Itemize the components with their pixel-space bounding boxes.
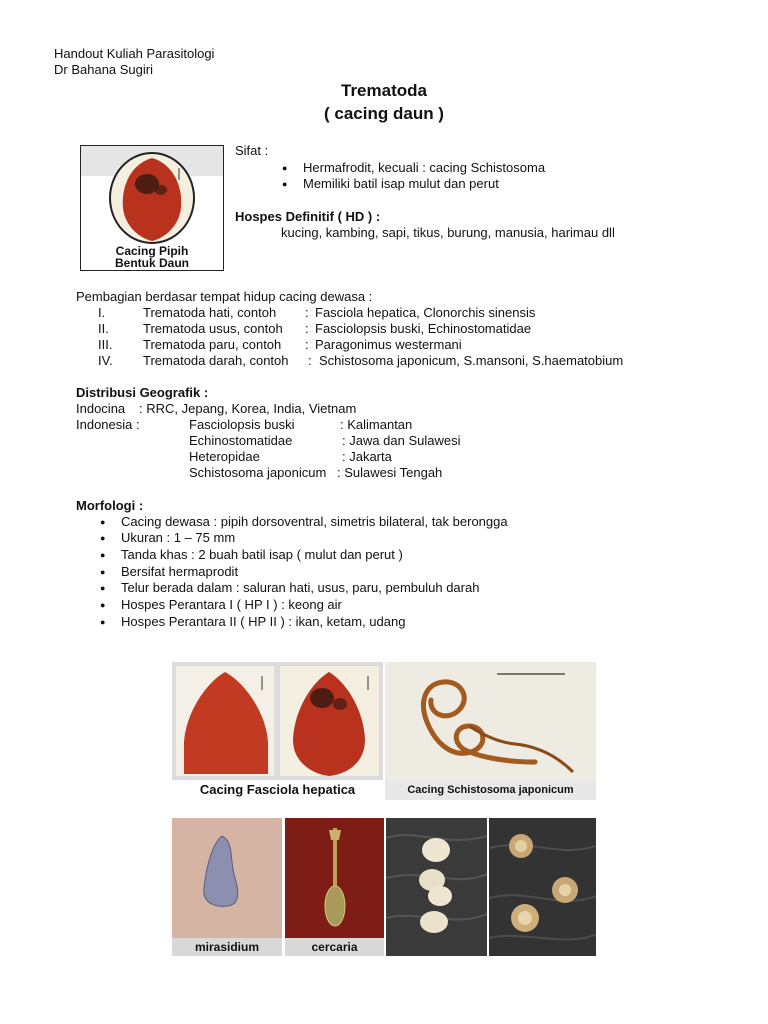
row-separator: : [308, 353, 312, 368]
indocina-label: Indocina [76, 401, 126, 416]
snail-photo-right [489, 818, 596, 956]
list-item: ● Hospes Perantara I ( HP I ) : keong air [121, 597, 342, 613]
row-separator: : [305, 305, 309, 320]
row-value: Paragonimus westermani [315, 337, 462, 352]
row-number: II. [98, 321, 109, 336]
cercaria-photo-panel [285, 818, 384, 956]
mirasidium-photo-panel [172, 818, 282, 956]
distribusi-heading: Distribusi Geografik : [76, 385, 209, 400]
hospes-text: kucing, kambing, sapi, tikus, burung, manusia, harimau dll [281, 225, 615, 240]
species-location: : Sulawesi Tengah [337, 465, 443, 480]
morfologi-heading: Morfologi : [76, 498, 144, 513]
fasciola-photo [172, 662, 383, 780]
snail-icon [489, 818, 596, 956]
indocina-value: : RRC, Jepang, Korea, India, Vietnam [139, 401, 357, 416]
leaf-worm-figure [80, 145, 224, 271]
page-title: Trematoda [341, 81, 427, 100]
mirasidium-caption: mirasidium [172, 938, 282, 956]
row-value: Fasciolopsis buski, Echinostomatidae [315, 321, 532, 336]
cercaria-caption: cercaria [285, 938, 384, 956]
schistosoma-photo [385, 662, 596, 780]
list-item: ● Cacing dewasa : pipih dorsoventral, simetris bilateral, tak berongga [121, 514, 508, 530]
list-item: ● Telur berada dalam : saluran hati, usus, paru, pembuluh darah [121, 580, 479, 596]
row-label: Trematoda usus, contoh [143, 321, 283, 336]
list-item: ● Memiliki batil isap mulut dan perut [303, 176, 499, 192]
species-location: : Jakarta [342, 449, 392, 464]
snail-icon [386, 818, 487, 956]
list-item: ● Hospes Perantara II ( HP II ) : ikan, ketam, udang [121, 614, 405, 630]
fasciola-photo-panel [172, 662, 383, 800]
list-item: ● Ukuran : 1 – 75 mm [121, 530, 235, 546]
list-item: ● Bersifat hermaprodit [121, 564, 238, 580]
figure-caption: Cacing Pipih Bentuk Daun [114, 244, 189, 270]
species-name: Echinostomatidae [189, 433, 293, 448]
list-item: ● Hermafrodit, kecuali : cacing Schistosoma [303, 160, 545, 176]
row-separator: : [305, 337, 309, 352]
species-name: Heteropidae [189, 449, 260, 464]
mirasidium-photo [172, 818, 282, 938]
cercaria-photo [285, 818, 384, 938]
sifat-heading: Sifat : [235, 143, 269, 158]
row-number: I. [98, 305, 106, 320]
course-title: Handout Kuliah Parasitologi [54, 46, 215, 61]
species-name: Fasciolopsis buski [189, 417, 295, 432]
snail-photo-left [386, 818, 487, 956]
author-name: Dr Bahana Sugiri [54, 62, 153, 77]
list-item: ● Tanda khas : 2 buah batil isap ( mulut dan perut ) [121, 547, 403, 563]
row-label: Trematoda paru, contoh [143, 337, 282, 352]
row-value: Fasciola hepatica, Clonorchis sinensis [315, 305, 536, 320]
species-location: : Jawa dan Sulawesi [342, 433, 461, 448]
row-label: Trematoda darah, contoh [143, 353, 289, 368]
page-subtitle: ( cacing daun ) [324, 104, 444, 123]
fasciola-caption: Cacing Fasciola hepatica [172, 780, 383, 800]
species-location: : Kalimantan [340, 417, 413, 432]
row-label: Trematoda hati, contoh [143, 305, 277, 320]
author-header [54, 46, 214, 78]
row-number: IV. [98, 353, 113, 368]
schistosoma-photo-panel [385, 662, 596, 800]
schistosoma-caption: Cacing Schistosoma japonicum [385, 780, 596, 800]
row-separator: : [305, 321, 309, 336]
indonesia-label: Indonesia : [76, 417, 140, 432]
species-name: Schistosoma japonicum [189, 465, 327, 480]
row-value: Schistosoma japonicum, S.mansoni, S.haematobium [319, 353, 624, 368]
hospes-heading: Hospes Definitif ( HD ) : [235, 209, 381, 224]
pembagian-heading: Pembagian berdasar tempat hidup cacing dewasa : [76, 289, 373, 304]
row-number: III. [98, 337, 113, 352]
